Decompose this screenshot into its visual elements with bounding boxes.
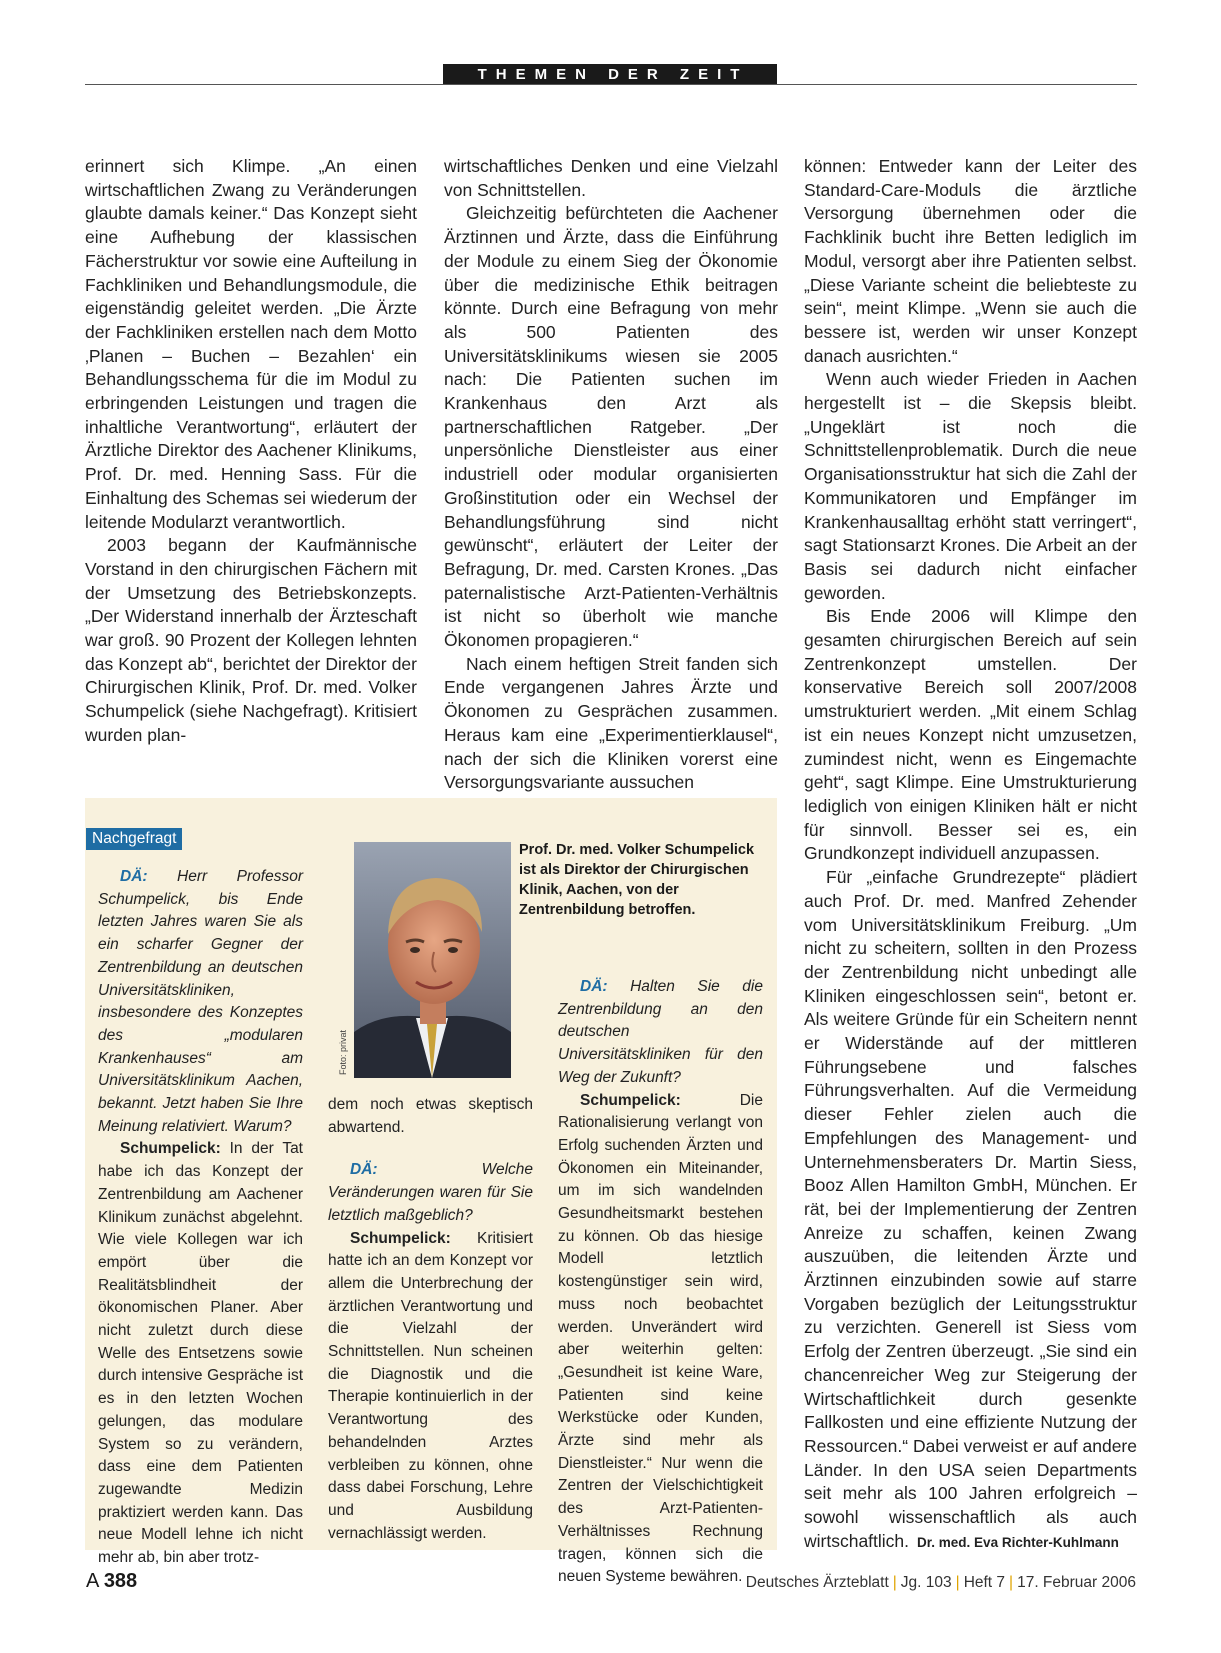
photo-credit: Foto: privat (338, 1029, 348, 1075)
answer-text: In der Tat habe ich das Konzept der Zentrenbildung am Aachener Klinikum zunächst abgelehnt. Wie viele Kollegen war ich empört über die Realitätsblindheit der ökonomischen Planer. Aber nicht zuletzt durch diese Welle des Entsetzens sowie durch intensive Gespräche ist es in den letzten Wochen gelungen, das modulare System so zu verändern, dass eine dem Patienten zugewandte Medizin praktiziert werden kann. Das neue Modell lehne ich nicht mehr ab, bin aber trotz- (98, 1140, 303, 1567)
interview-column-1 (98, 866, 303, 1570)
journal-issue: Heft 7 (963, 1574, 1006, 1591)
paragraph: wirtschaftliches Denken und eine Vielzahl von Schnittstellen. (444, 156, 778, 200)
answer (328, 1228, 533, 1546)
answer-text: Kritisiert hatte ich an dem Konzept vor allem die Unterbrechung der ärztlichen Verantwortung und die Vielzahl der Schnittstellen. Nun scheinen die Diagnostik und die Therapie kontinuierlich in der Verantwortung des behandelnden Arztes verbleiben zu können, ohne dass dabei Forschung, Lehre und Ausbildung vernachlässigt werden. (328, 1229, 533, 1542)
paragraph: erinnert sich Klimpe. „An einen wirtschaftlichen Zwang zu Veränderungen glaubte damals keiner.“ Das Konzept sieht eine Aufhebung der klassischen Fächerstruktur vor sowie eine Aufteilung in Fachkliniken und Behandlungsmodule, die eigenständig geleitet werden. „Die Ärzte der Fachkliniken erstellen nach dem Motto ‚Planen – Buchen – Bezahlen‘ ein Behandlungsschema für die im Modul zu erbringenden Leistungen und tragen die inhaltliche Verantwortung“, erläutert der Ärztliche Direktor des Aachener Klinikums, Prof. Dr. med. Henning Sass. Für die Einhaltung des Schemas sei wiederum der leitende Modularzt verantwortlich. (85, 156, 417, 532)
interview-column-2 (328, 1094, 533, 1545)
question-text: Halten Sie die Zentrenbildung an den deutschen Universitätskliniken für den Weg der Zukunft? (558, 978, 763, 1086)
paragraph: Nach einem heftigen Streit fanden sich Ende vergangenen Jahres Ärzte und Ökonomen zu Gesprächen zusammen. Heraus kam eine „Experimentierklausel“, nach der sich die Kliniken vorerst eine Versorgungsvariante aussuchen (444, 653, 778, 793)
portrait-photo (354, 842, 511, 1078)
answer (558, 1090, 763, 1589)
paragraph-text: Für „einfache Grundrezepte“ plädiert auch Prof. Dr. med. Manfred Zehender vom Universitätsklinikum Freiburg. „Um nicht zu scheitern, sollten in den Prozess der Zentrenbildung nicht unbedingt alle Kliniken eingeschlossen sein“, betont er. Als weitere Gründe für ein Scheitern nennt er Widerstände auf der mittleren Führungsebene und falsches Führungsverhalten. Auf die Vermeidung dieser Fehler zielen auch die Empfehlungen des Management- und Unternehmensberaters Dr. Martin Siess, Booz Allen Hamilton GmbH, München. Er rät, bei der Implementierung der Zentren Anreize zu schaffen, keinen Zwang auszuüben, die leitenden Ärzte und Ärztinnen einzubinden sowie auf starre Vorgaben bezüglich der Leitungsstruktur zu verzichten. Generell ist Siess vom Erfolg der Zentren überzeugt. „Sie sind ein chancenreicher Weg zur Steigerung der Wirtschaftlichkeit durch gesenkte Fallkosten und eine effiziente Nutzung der Ressourcen.“ Dabei verweist er auf andere Länder. In den USA seien Departments seit mehr als 100 Jahren erfolgreich – sowohl wissenschaftlich als auch wirtschaftlich. (804, 867, 1137, 1551)
answer-label: Schumpelick: (350, 1229, 451, 1247)
interview-column-3 (558, 976, 763, 1589)
header-rule (85, 84, 1137, 85)
interview-tag: Nachgefragt (86, 828, 182, 850)
paragraph: können: Entweder kann der Leiter des Standard-Care-Moduls die ärztliche Versorgung übernehmen oder die Fachklinik bucht ihre Betten lediglich im Modul, versorgt aber ihre Patienten selbst. „Diese Variante scheint die beliebteste zu sein“, meint Klimpe. „Wenn sie auch die bessere ist, werden wir unser Konzept danach ausrichten.“ (804, 156, 1137, 366)
answer-text: Die Rationalisierung verlangt von Erfolg suchenden Ärzten und Ökonomen ein Miteinander, um im sich wandelnden Gesundheitsmarkt bestehen zu können. Ob das hiesige Modell letztlich kostengünstiger sein wird, muss noch beobachtet werden. Unverändert wird aber weiterhin gelten: „Gesundheit ist keine Ware, Patienten sind keine Werkstücke oder Kunden, Ärzte sind mehr als Dienstleister.“ Nur wenn die Zentren der Vielschichtigkeit des Arzt-Patienten-Verhältnisses Rechnung tragen, können sich die neuen Systeme bewähren. (558, 1091, 763, 1586)
question-label: DÄ: (350, 1161, 378, 1179)
page-prefix: A (86, 1570, 99, 1592)
question (98, 866, 303, 1138)
journal-name: Deutsches Ärzteblatt (745, 1574, 889, 1591)
paragraph: Gleichzeitig befürchteten die Aachener Ärztinnen und Ärzte, dass die Einführung der Module zu einem Sieg der Ökonomie über die medizinische Ethik beitragen könnte. Durch eine Befragung von mehr als 500 Patienten des Universitätsklinikums wiesen sie 2005 nach: Die Patienten suchen im Krankenhaus den Arzt als partnerschaftlichen Ratgeber. „Der unpersönliche Dienstleister aus einer industriell oder modular organisierten Großinstitution oder ein Wechsel der Behandlungsführung sind nicht gewünscht“, erläutert der Leiter der Befragung, Dr. med. Carsten Krones. „Das paternalistische Arzt-Patienten-Verhältnis ist nicht so überholt wie manche Ökonomen propagieren.“ (444, 203, 778, 651)
article-column-3 (804, 155, 1137, 1554)
answer (98, 1138, 303, 1569)
question-text: Herr Professor Schumpelick, bis Ende letzten Jahres waren Sie als ein scharfer Gegner der Zentrenbildung an deutschen Universitätskliniken, insbesondere des Konzeptes des „modularen Krankenhauses“ am Universitätsklinikum Aachen, bekannt. Jetzt haben Sie Ihre Meinung relativiert. Warum? (98, 868, 303, 1135)
portrait-illustration (354, 842, 511, 1078)
question (328, 1159, 533, 1227)
page-number (86, 1570, 137, 1593)
answer-label: Schumpelick: (580, 1091, 681, 1109)
page-number-value: 388 (103, 1570, 138, 1592)
journal-date: 17. Februar 2006 (1017, 1574, 1136, 1591)
question-text: Welche Veränderungen waren für Sie letztlich maßgeblich? (328, 1161, 533, 1224)
journal-volume: Jg. 103 (900, 1574, 952, 1591)
section-header: THEMEN DER ZEIT (443, 64, 777, 85)
photo-caption: Prof. Dr. med. Volker Schumpelick ist als Direktor der Chirurgischen Klinik, Aachen, von der Zentrenbildung betroffen. (519, 842, 755, 918)
author-byline: Dr. med. Eva Richter-Kuhlmann (917, 1534, 1119, 1550)
article-column-1 (85, 155, 417, 748)
journal-info: Deutsches Ärzteblatt | Jg. 103 | Heft 7 | 17. Februar 2006 (745, 1574, 1136, 1591)
paragraph: 2003 begann der Kaufmännische Vorstand in den chirurgischen Fächern mit der Umsetzung des Betriebskonzepts. „Der Widerstand innerhalb der Ärzteschaft war groß. 90 Prozent der Kollegen lehnten das Konzept ab“, berichtet der Direktor der Chirurgischen Klinik, Prof. Dr. med. Volker Schumpelick (siehe Nachgefragt). Kritisiert wurden plan- (85, 535, 417, 745)
article-column-2 (444, 155, 778, 795)
answer-label: Schumpelick: (120, 1140, 221, 1158)
paragraph: Wenn auch wieder Frieden in Aachen hergestellt ist – die Skepsis bleibt. „Ungeklärt ist noch die Schnittstellenproblematik. Durch die neue Organisationsstruktur hat sich die Zahl der Kommunikatoren und Empfänger im Krankenhausalltag erhöht statt verringert“, sagt Stationsarzt Krones. Die Arbeit an der Basis sei dadurch nicht einfacher geworden. (804, 369, 1137, 603)
question (558, 976, 763, 1090)
question-label: DÄ: (580, 978, 608, 995)
paragraph (804, 866, 1137, 1554)
answer-continuation: dem noch etwas skeptisch abwartend. (328, 1096, 533, 1136)
question-label: DÄ: (120, 868, 148, 885)
paragraph: Bis Ende 2006 will Klimpe den gesamten chirurgischen Bereich auf sein Zentrenkonzept umstellen. Der konservative Bereich soll 2007/2008 umstrukturiert werden. „Mit einem Schlag ist ein neues Konzept nicht umzusetzen, zumindest nicht, wenn es Eingemachte geht“, sagt Klimpe. Eine Umstrukturierung lediglich von einigen Kliniken hält er nicht für sinnvoll. Besser sei es, ein Grundkonzept individuell anzupassen. (804, 606, 1137, 864)
